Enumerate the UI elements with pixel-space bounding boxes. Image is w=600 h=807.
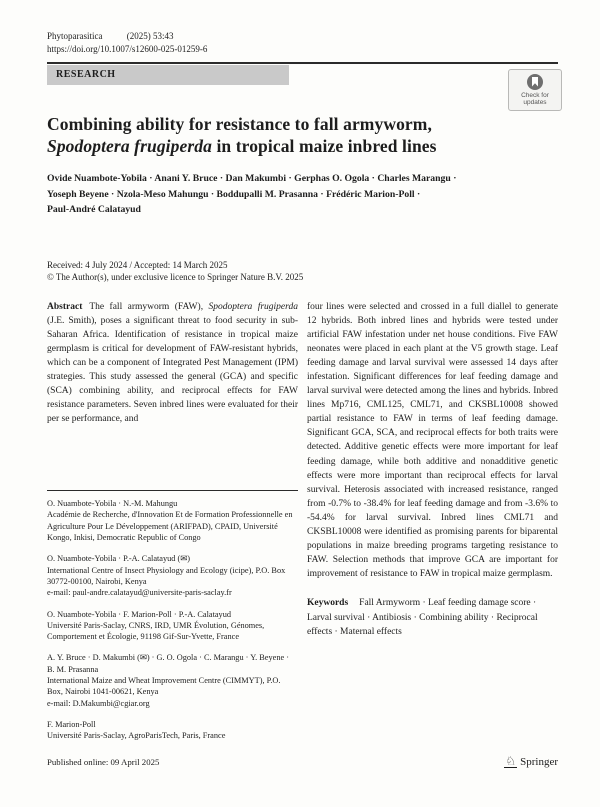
check-for-updates-badge[interactable] [508, 69, 562, 111]
citation-info: (2025) 53:43 [126, 31, 174, 41]
abstract-left [47, 300, 298, 427]
affiliation-block [47, 609, 298, 643]
two-column-body [47, 300, 558, 752]
doi-link[interactable]: https://doi.org/10.1007/s12600-025-01259-6 [47, 44, 208, 54]
journal-name: Phytoparasitica [47, 31, 103, 41]
keywords-label: Keywords [307, 598, 349, 609]
affiliation-block [47, 553, 298, 598]
affiliation-block [47, 652, 298, 708]
keywords-text: Fall Armyworm · Leaf feeding damage score · Larval survival · Antibiosis · Combining ability · Reciprocal effects · Maternal effects [307, 598, 538, 638]
copyright-notice: © The Author(s), under exclusive licence to Springer Nature B.V. 2025 [47, 272, 304, 282]
abstract-label: Abstract [47, 301, 83, 312]
page-footer [47, 755, 558, 768]
abstract-right: four lines were selected and crossed in a full diallel to generate 12 hybrids. Both inbred lines and hybrids were tested under artificial FAW infestation under net house conditions. Five FAW neonates were placed in each plant at the V5 growth stage. Leaf feeding damage and larval survival were assessed 14 days after infestation. Significant differences for leaf feeding damage and larval survival were detected among the lines and hybrids. Inbred lines Mp716, CML125, CML71, and CKSBL10008 showed partial resistance to FAW in terms of leaf feeding damage. Significant GCA, SCA, and reciprocal effects for both traits were detected. Additive genetic effects were more important for leaf feeding damage, while both additive and nonadditive genetic effects were more important than reciprocal effects for larval survival. Heterosis associated with increased resistance, ranged from -0.7% to -38.4% for leaf feeding damage and from -3.6% to -54.4% for larval survival. Inbred lines CML71 and CKSBL10008 were identified as promising parents for biparental populations in maize breeding programs targeting resistance to FAW. Selection methods that improve GCA are important for improvement of resistance to FAW in tropical maize germplasm. [307, 301, 558, 580]
header-meta [47, 30, 558, 56]
abstract-text-2: (J.E. Smith), poses a significant threat to food security in sub-Saharan Africa. Identification of resistance in tropical maize germplasm is critical for development of FAW-resistant hybrids, which can be a component of Integrated Pest Management (IPM) strategies. This study assessed the general (GCA) and specific (SCA) combining ability, and reciprocal effects for FAW resistance parameters. Seven inbred lines were evaluated for their per se performance, and [47, 315, 298, 425]
author-line-1: Ovide Nuambote-Yobila · Anani Y. Bruce · Dan Makumbi · Gerphas O. Ogola · Charles Marangu · [47, 173, 457, 184]
header-divider [47, 62, 558, 64]
title-line-2-rest: in tropical maize inbred lines [211, 135, 437, 156]
springer-wordmark: Springer [520, 755, 558, 768]
affiliation-address: Université Paris-Saclay, CNRS, IRD, UMR Évolution, Génomes, Comportement et Écologie, 91198 Gif-Sur-Yvette, France [47, 620, 265, 642]
affiliation-authors: O. Nuambote-Yobila · F. Marion-Poll · P.-A. Calatayud [47, 609, 232, 619]
affiliation-authors: F. Marion-Poll [47, 719, 96, 729]
section-banner: RESEARCH [47, 65, 289, 85]
received-accepted-dates: Received: 4 July 2024 / Accepted: 14 March 2025 [47, 259, 228, 270]
article-history [47, 259, 558, 284]
affiliation-address: Académie de Recherche, d'Innovation Et de Formation Professionnelle en Agriculture Pour Le Développement (ARIFPAD), CPAID, Université Kongo, Inkisi, Democratic Republic of Congo [47, 510, 293, 543]
affiliation-block [47, 719, 298, 742]
abstract-text-1: The fall armyworm (FAW), [89, 301, 209, 312]
affiliation-authors: A. Y. Bruce · D. Makumbi (✉) · G. O. Ogola · C. Marangu · Y. Beyene · B. M. Prasanna [47, 653, 289, 674]
right-column [307, 300, 558, 752]
affiliation-authors: O. Nuambote-Yobila · N.-M. Mahungu [47, 499, 178, 509]
title-species-italic: Spodoptera frugiperda [47, 135, 212, 156]
affiliation-block [47, 498, 298, 543]
author-line-2: Yoseph Beyene · Nzola-Meso Mahungu · Boddupalli M. Prasanna · Frédéric Marion-Poll · [47, 188, 421, 200]
author-line-3: Paul-André Calatayud [47, 204, 141, 215]
affiliations-footnote [47, 490, 298, 751]
keywords-paragraph [307, 596, 558, 640]
corresponding-email[interactable]: e-mail: paul-andre.calatayud@universite-paris-saclay.fr [47, 588, 232, 598]
crossmark-icon [527, 74, 543, 90]
article-title [47, 114, 558, 157]
affiliation-address: International Maize and Wheat Improvement Centre (CIMMYT), P.O. Box, Nairobi 1041-00621, Kenya [47, 676, 281, 697]
left-column [47, 300, 298, 752]
abstract-species-italic: Spodoptera frugiperda [208, 301, 298, 312]
affiliation-address: Université Paris-Saclay, AgroParisTech, Paris, France [47, 731, 226, 741]
springer-knight-icon: ♘ [505, 754, 517, 768]
springer-logo [504, 755, 558, 768]
affiliation-authors: O. Nuambote-Yobila · P.-A. Calatayud (✉) [47, 554, 190, 564]
author-list [47, 171, 558, 218]
affiliation-address: International Centre of Insect Physiology and Ecology (icipe), P.O. Box 30772-00100, Nairobi, Kenya [47, 565, 286, 586]
bookmark-icon [532, 77, 538, 87]
published-online-date: Published online: 09 April 2025 [47, 756, 160, 767]
title-line-1: Combining ability for resistance to fall armyworm, [47, 114, 432, 134]
corresponding-email[interactable]: e-mail: D.Makumbi@cgiar.org [47, 698, 150, 708]
check-updates-label: Check for updates [521, 91, 549, 106]
